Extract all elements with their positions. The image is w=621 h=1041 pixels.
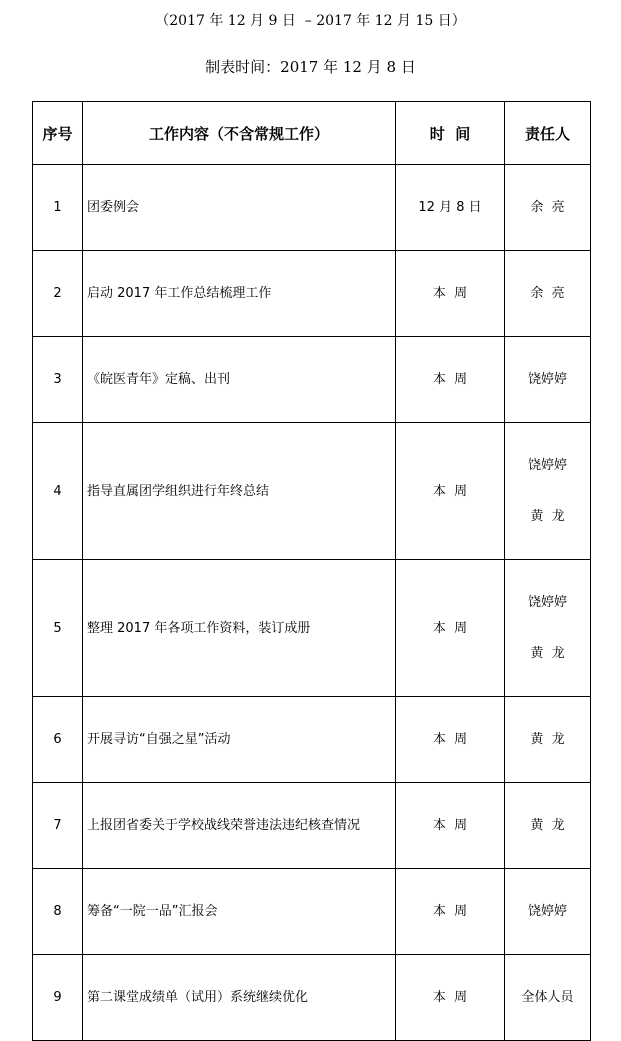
table-row bbox=[33, 697, 591, 783]
column-header-responsible: 责任人 bbox=[505, 102, 591, 165]
row-number: 9 bbox=[33, 955, 83, 1041]
responsible-person: 全体人员 bbox=[521, 990, 574, 1005]
row-time: 本 周 bbox=[396, 955, 505, 1041]
row-time: 12 月 8 日 bbox=[396, 165, 505, 251]
table-row bbox=[33, 251, 591, 337]
row-responsible bbox=[505, 423, 591, 560]
responsible-person: 黄 龙 bbox=[530, 646, 565, 661]
row-time: 本 周 bbox=[396, 560, 505, 697]
row-time: 本 周 bbox=[396, 783, 505, 869]
row-responsible bbox=[505, 251, 591, 337]
responsible-person: 饶婷婷 bbox=[527, 595, 567, 610]
row-responsible bbox=[505, 955, 591, 1041]
table-row bbox=[33, 783, 591, 869]
row-time: 本 周 bbox=[396, 251, 505, 337]
row-content: 整理 2017 年各项工作资料，装订成册 bbox=[83, 560, 396, 697]
row-content: 第二课堂成绩单（试用）系统继续优化 bbox=[83, 955, 396, 1041]
responsible-person: 饶婷婷 bbox=[527, 904, 567, 919]
row-content: 上报团省委关于学校战线荣誉违法违纪核查情况 bbox=[83, 783, 396, 869]
responsible-person: 黄 龙 bbox=[530, 509, 565, 524]
responsible-person: 饶婷婷 bbox=[527, 458, 567, 473]
row-time: 本 周 bbox=[396, 697, 505, 783]
row-number: 7 bbox=[33, 783, 83, 869]
row-time: 本 周 bbox=[396, 869, 505, 955]
row-number: 3 bbox=[33, 337, 83, 423]
row-number: 6 bbox=[33, 697, 83, 783]
table-made-time: 制表时间：2017 年 12 月 8 日 bbox=[205, 58, 416, 76]
table-row bbox=[33, 869, 591, 955]
responsible-person: 饶婷婷 bbox=[527, 372, 567, 387]
table-row bbox=[33, 423, 591, 560]
date-range: （2017 年 12 月 9 日 – 2017 年 12 月 15 日） bbox=[155, 13, 466, 29]
column-header-time: 时 间 bbox=[396, 102, 505, 165]
row-number: 5 bbox=[33, 560, 83, 697]
row-content: 《皖医青年》定稿、出刊 bbox=[83, 337, 396, 423]
row-content: 团委例会 bbox=[83, 165, 396, 251]
column-header-content: 工作内容（不含常规工作） bbox=[83, 102, 396, 165]
row-responsible bbox=[505, 697, 591, 783]
column-header-number: 序号 bbox=[33, 102, 83, 165]
table-row bbox=[33, 955, 591, 1041]
responsible-person: 黄 龙 bbox=[530, 818, 565, 833]
table-header-row bbox=[33, 102, 591, 165]
row-responsible bbox=[505, 165, 591, 251]
row-responsible bbox=[505, 560, 591, 697]
responsible-person: 黄 龙 bbox=[530, 732, 565, 747]
row-content: 开展寻访“自强之星”活动 bbox=[83, 697, 396, 783]
row-number: 2 bbox=[33, 251, 83, 337]
row-content: 筹备“一院一品”汇报会 bbox=[83, 869, 396, 955]
row-content: 启动 2017 年工作总结梳理工作 bbox=[83, 251, 396, 337]
row-responsible bbox=[505, 783, 591, 869]
row-time: 本 周 bbox=[396, 337, 505, 423]
table-row bbox=[33, 337, 591, 423]
table-row bbox=[33, 165, 591, 251]
responsible-person: 余 亮 bbox=[530, 200, 565, 215]
row-content: 指导直属团学组织进行年终总结 bbox=[83, 423, 396, 560]
responsible-person: 余 亮 bbox=[530, 286, 565, 301]
row-number: 8 bbox=[33, 869, 83, 955]
table-row bbox=[33, 560, 591, 697]
weekly-work-table bbox=[32, 101, 591, 1041]
row-responsible bbox=[505, 337, 591, 423]
row-number: 4 bbox=[33, 423, 83, 560]
row-number: 1 bbox=[33, 165, 83, 251]
row-time: 本 周 bbox=[396, 423, 505, 560]
row-responsible bbox=[505, 869, 591, 955]
